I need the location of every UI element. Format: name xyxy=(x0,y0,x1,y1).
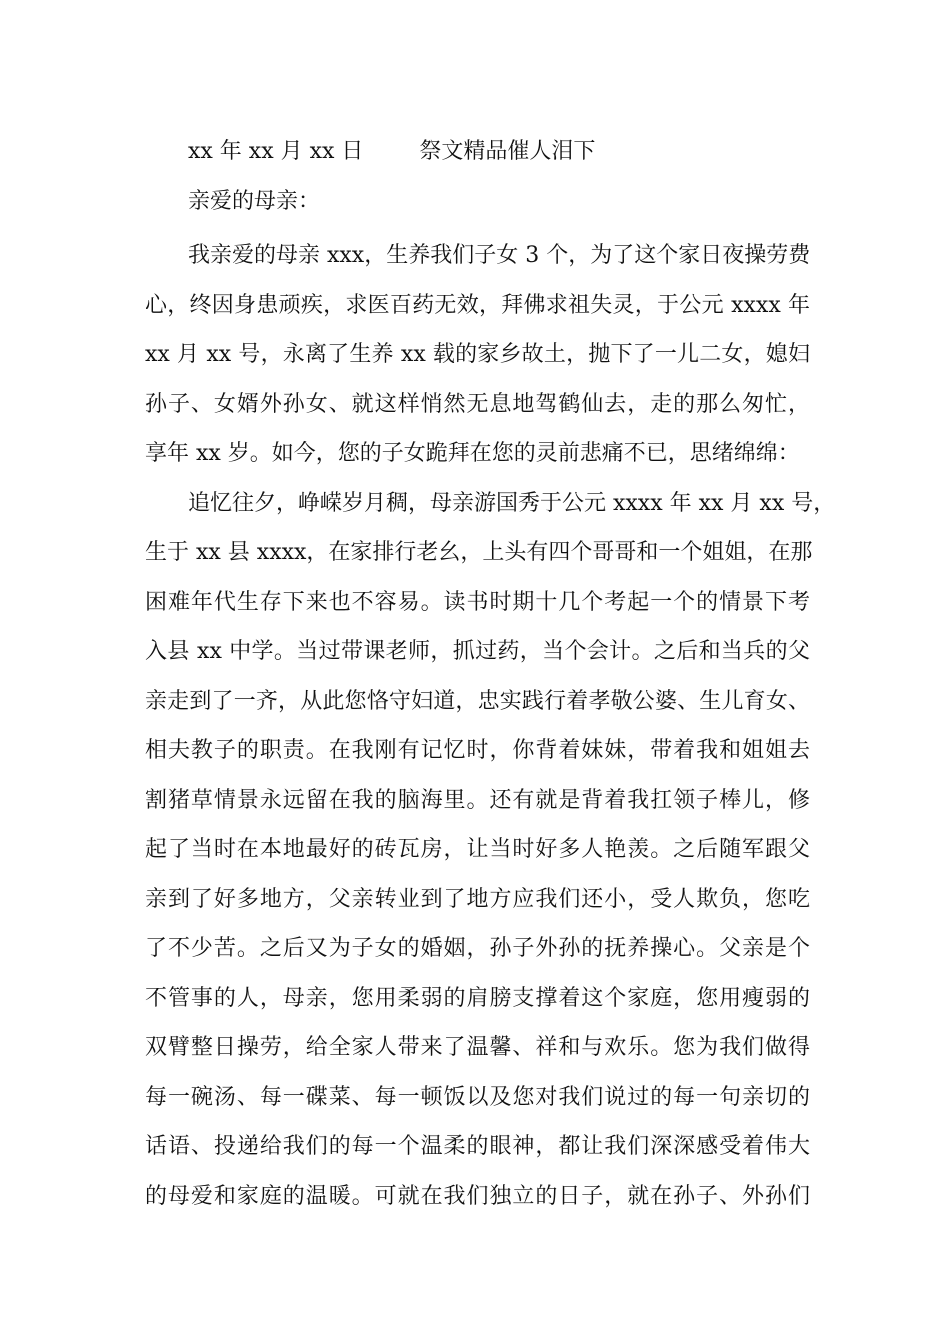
text-line: 心，终因身患顽疾，求医百药无效，拜佛求祖失灵，于公元 xxxx 年 xyxy=(145,292,810,318)
paragraph xyxy=(145,479,836,1222)
text-line: 孙子、女婿外孙女、就这样悄然无息地驾鹤仙去，走的那么匆忙， xyxy=(145,391,810,417)
text-line: 了不少苦。之后又为子女的婚姻，孙子外孙的抚养操心。父亲是个 xyxy=(145,936,810,961)
text-line: 每一碗汤、每一碟菜、每一顿饭以及您对我们说过的每一句亲切的 xyxy=(145,1084,810,1110)
text-line: 话语、投递给我们的每一个温柔的眼神，都让我们深深感受着伟大 xyxy=(145,1134,810,1159)
text-line: 入县 xx 中学。当过带课老师，抓过药，当个会计。之后和当兵的父 xyxy=(145,639,810,664)
document-title: 祭文精品催人泪下 xyxy=(419,139,596,164)
document-date: xx 年 xx 月 xx 日 xyxy=(188,139,364,164)
text-line: 起了当时在本地最好的砖瓦房，让当时好多人艳羡。之后随军跟父 xyxy=(145,837,810,862)
text-line: 相夫教子的职责。在我刚有记忆时，你背着妹妹，带着我和姐姐去 xyxy=(145,738,810,763)
document-body xyxy=(145,231,836,1221)
text-line: 我亲爱的母亲 xxx，生养我们子女 3 个，为了这个家日夜操劳费 xyxy=(188,243,811,268)
document-header xyxy=(188,135,595,169)
text-line: 困难年代生存下来也不容易。读书时期十几个考起一个的情景下考 xyxy=(145,589,810,615)
text-line: 不管事的人，母亲，您用柔弱的肩膀支撑着这个家庭，您用瘦弱的 xyxy=(145,985,810,1011)
salutation: 亲爱的母亲： xyxy=(188,189,321,214)
text-line: xx 月 xx 号，永离了生养 xx 载的家乡故土，抛下了一儿二女，媳妇 xyxy=(145,342,810,367)
text-line: 的母爱和家庭的温暖。可就在我们独立的日子，就在孙子、外孙们 xyxy=(145,1183,810,1209)
text-line: 双臂整日操劳，给全家人带来了温馨、祥和与欢乐。您为我们做得 xyxy=(145,1035,810,1060)
text-line: 生于 xx 县 xxxx，在家排行老幺，上头有四个哥哥和一个姐姐，在那 xyxy=(145,540,813,565)
text-line: 亲到了好多地方，父亲转业到了地方应我们还小，受人欺负，您吃 xyxy=(145,886,810,912)
text-line: 割猪草情景永远留在我的脑海里。还有就是背着我扛领子棒儿，修 xyxy=(145,787,810,813)
text-line: 追忆往夕，峥嵘岁月稠，母亲游国秀于公元 xxxx 年 xx 月 xx 号， xyxy=(188,490,836,516)
text-line: 享年 xx 岁。如今，您的子女跪拜在您的灵前悲痛不已，思绪绵绵： xyxy=(145,441,800,466)
text-line: 亲走到了一齐，从此您恪守妇道，忠实践行着孝敬公婆、生儿育女、 xyxy=(145,688,810,714)
paragraph xyxy=(145,231,810,479)
